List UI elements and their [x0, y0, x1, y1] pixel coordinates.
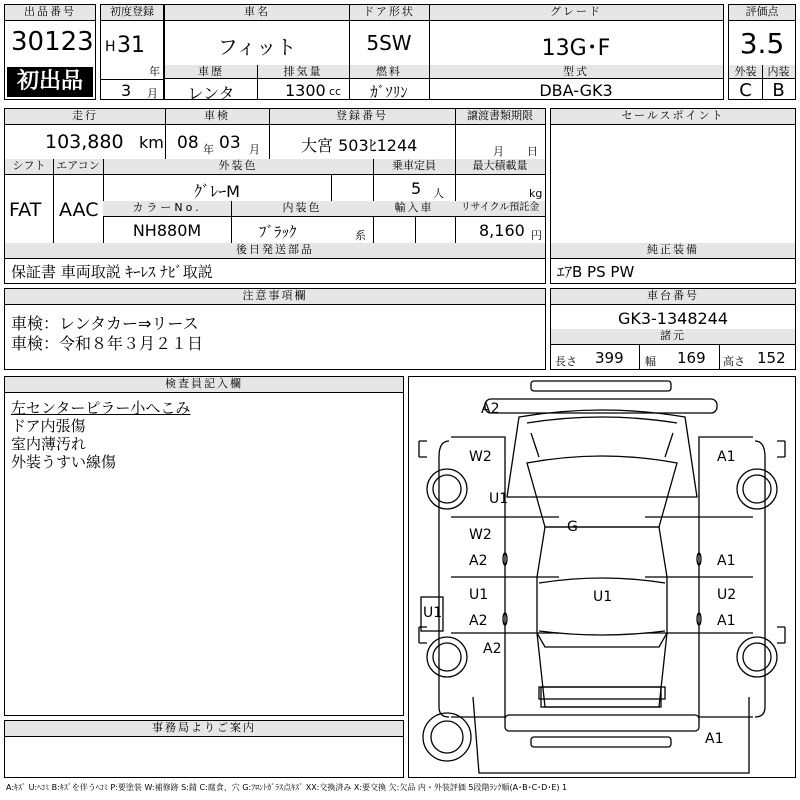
main-info-box — [164, 4, 724, 103]
exterior-score-value: C — [739, 80, 752, 101]
max-load-label: 最大積載量 — [455, 159, 545, 175]
recycle-unit: 円 — [531, 229, 542, 242]
deferred-parts-label: 後日発送部品 — [5, 243, 545, 259]
length-value: 399 — [595, 349, 624, 367]
capacity-unit: 人 — [433, 187, 444, 200]
chassis-value: GK3-1348244 — [617, 309, 729, 328]
first-registration-month-unit: 月 — [147, 87, 158, 100]
exterior-score-label: 外装 — [729, 65, 762, 79]
office-notice-box — [4, 720, 404, 778]
genuine-equipment-value: ｴｱB PS PW — [557, 263, 635, 281]
inspector-note-2: ドア内張傷 — [11, 417, 86, 435]
interior-score-value: B — [772, 80, 785, 101]
inspector-note-3: 室内薄汚れ — [11, 435, 87, 453]
exhibit-number-label: 出品番号 — [5, 5, 95, 21]
max-load-unit: kg — [529, 187, 543, 200]
first-registration-label: 初度登録 — [101, 5, 163, 21]
shift-value: FAT — [9, 199, 42, 221]
first-registration-month: 3 — [121, 81, 132, 100]
mark-left-rocker-u1: U1 — [423, 605, 443, 621]
grade-label: グレード — [429, 5, 723, 21]
registration-number-value: 大宮 503ﾋ1244 — [301, 136, 418, 155]
mileage-label: 走行 — [5, 109, 165, 125]
grade-value: 13G･F — [541, 36, 611, 61]
inspection-month: 03 — [219, 133, 241, 153]
height-value: 152 — [757, 349, 786, 367]
exterior-color-value: ｸﾞﾚｰM — [194, 182, 240, 201]
car-diagram — [408, 376, 796, 778]
score-value: 3.5 — [739, 27, 785, 60]
registration-number-label: 登録番号 — [269, 109, 455, 125]
mark-left-u1-fender: U1 — [489, 491, 509, 507]
first-registration-year-unit: 年 — [149, 65, 160, 78]
displacement-value: 1300 — [285, 81, 326, 100]
inspector-notes-label: 検査員記入欄 — [5, 377, 403, 393]
color-no-label: カラーNo. — [103, 201, 231, 217]
mark-left-quarter-a2: A2 — [483, 641, 502, 657]
mark-left-w2: W2 — [469, 449, 492, 465]
import-label: 輸入車 — [373, 201, 455, 217]
mark-left-rear-a2: A2 — [469, 613, 488, 629]
dimensions-label: 諸元 — [551, 329, 795, 345]
recycle-label: リサイクル預託金 — [455, 201, 545, 217]
door-type-label: ドア形状 — [349, 5, 429, 21]
mark-right-a1-front: A1 — [717, 449, 736, 465]
inspector-note-4: 外装うすい線傷 — [11, 453, 117, 471]
history-value: レンタ — [187, 84, 235, 103]
vehicle-details-box — [4, 108, 546, 284]
capacity-label: 乗車定員 — [373, 159, 455, 175]
color-no-value: NH880M — [132, 221, 202, 240]
interior-color-value: ﾌﾞﾗｯｸ — [259, 223, 297, 241]
fuel-value: ｶﾞｿﾘﾝ — [370, 83, 408, 101]
cautions-label: 注意事項欄 — [5, 289, 545, 305]
displacement-unit: cc — [329, 85, 342, 98]
mark-left-door-a2: A2 — [469, 553, 488, 569]
sales-points-label: セールスポイント — [551, 109, 795, 125]
history-label: 車歴 — [165, 65, 257, 79]
caution-line-2: 車検：令和８年３月２１日 — [11, 334, 204, 353]
mark-right-rear-a1: A1 — [717, 613, 736, 629]
inspector-note-1: 左センターピラー小へこみ — [11, 399, 191, 417]
chassis-label: 車台番号 — [551, 289, 795, 305]
door-type-value: 5SW — [366, 31, 412, 55]
mark-front-a2: A2 — [481, 401, 500, 417]
genuine-equipment-label: 純正装備 — [551, 243, 795, 259]
shift-label: シフト — [5, 159, 53, 175]
inspection-year-unit: 年 — [203, 143, 214, 156]
mileage-unit: km — [139, 133, 164, 152]
width-value: 169 — [677, 349, 706, 367]
capacity-value: 5 — [411, 179, 422, 198]
exterior-color-label: 外装色 — [103, 159, 373, 175]
mark-rear-a1: A1 — [705, 731, 724, 747]
chassis-box — [550, 288, 796, 370]
mileage-value: 103,880 — [45, 131, 124, 153]
first-registration-box — [100, 4, 164, 100]
recycle-value: 8,160 — [479, 221, 525, 240]
first-registration-era: H — [105, 39, 116, 55]
length-label: 長さ — [555, 355, 577, 368]
sales-points-box — [550, 108, 796, 284]
transfer-deadline-month-unit: 月 — [493, 145, 504, 158]
width-label: 幅 — [645, 355, 656, 368]
mark-right-door-a1: A1 — [717, 553, 736, 569]
legend-text: A:ｷｽﾞ U:ﾍｺﾐ B:ｷｽﾞを伴うﾍｺﾐ P:要塗装 W:補修跡 S:錆 C:腐食、穴 G:ﾌﾛﾝﾄｶﾞﾗｽ点ｷｽﾞ XX:交換済み X:要交換 欠:欠品 内・外装評価 5段階ﾗﾝｸ順(A･B･C･D･E) 1 — [6, 783, 568, 792]
aircon-label: エアコン — [53, 159, 103, 175]
model-code-label: 型式 — [429, 65, 723, 79]
transfer-deadline-label: 譲渡書類期限 — [455, 109, 545, 125]
mark-right-rear-u2: U2 — [717, 587, 737, 603]
inspector-notes-box — [4, 376, 404, 716]
first-registration-year: 31 — [117, 33, 145, 58]
mark-roof-g: G — [567, 519, 578, 535]
mark-roof-u1: U1 — [593, 589, 613, 605]
displacement-label: 排気量 — [257, 65, 349, 79]
exhibit-number-value: 30123 — [11, 27, 94, 57]
mark-left-door-w2: W2 — [469, 527, 492, 543]
inspection-year: 08 — [177, 133, 199, 153]
mark-left-rear-u1: U1 — [469, 587, 489, 603]
inspection-label: 車検 — [165, 109, 269, 125]
first-exhibit-badge: 初出品 — [7, 67, 93, 97]
score-label: 評価点 — [729, 5, 795, 21]
cautions-box — [4, 288, 546, 370]
height-label: 高さ — [723, 355, 745, 368]
model-code-value: DBA-GK3 — [539, 81, 613, 100]
transfer-deadline-day-unit: 日 — [527, 145, 538, 158]
car-name-value: フィット — [217, 35, 297, 59]
interior-color-label: 内装色 — [231, 201, 373, 217]
fuel-label: 燃料 — [349, 65, 429, 79]
inspection-month-unit: 月 — [249, 143, 260, 156]
interior-color-unit: 系 — [355, 229, 366, 242]
aircon-value: AAC — [59, 199, 99, 221]
car-name-label: 車名 — [165, 5, 349, 21]
exhibit-number-box — [4, 4, 96, 100]
interior-score-label: 内装 — [762, 65, 795, 79]
score-box — [728, 4, 796, 100]
office-notice-label: 事務局よりご案内 — [5, 721, 403, 737]
car-outline-drawing — [409, 377, 795, 777]
caution-line-1: 車検：レンタカー⇒リース — [11, 314, 199, 333]
deferred-parts-value: 保証書 車両取説 ｷｰﾚｽ ﾅﾋﾞ取説 — [11, 263, 213, 281]
